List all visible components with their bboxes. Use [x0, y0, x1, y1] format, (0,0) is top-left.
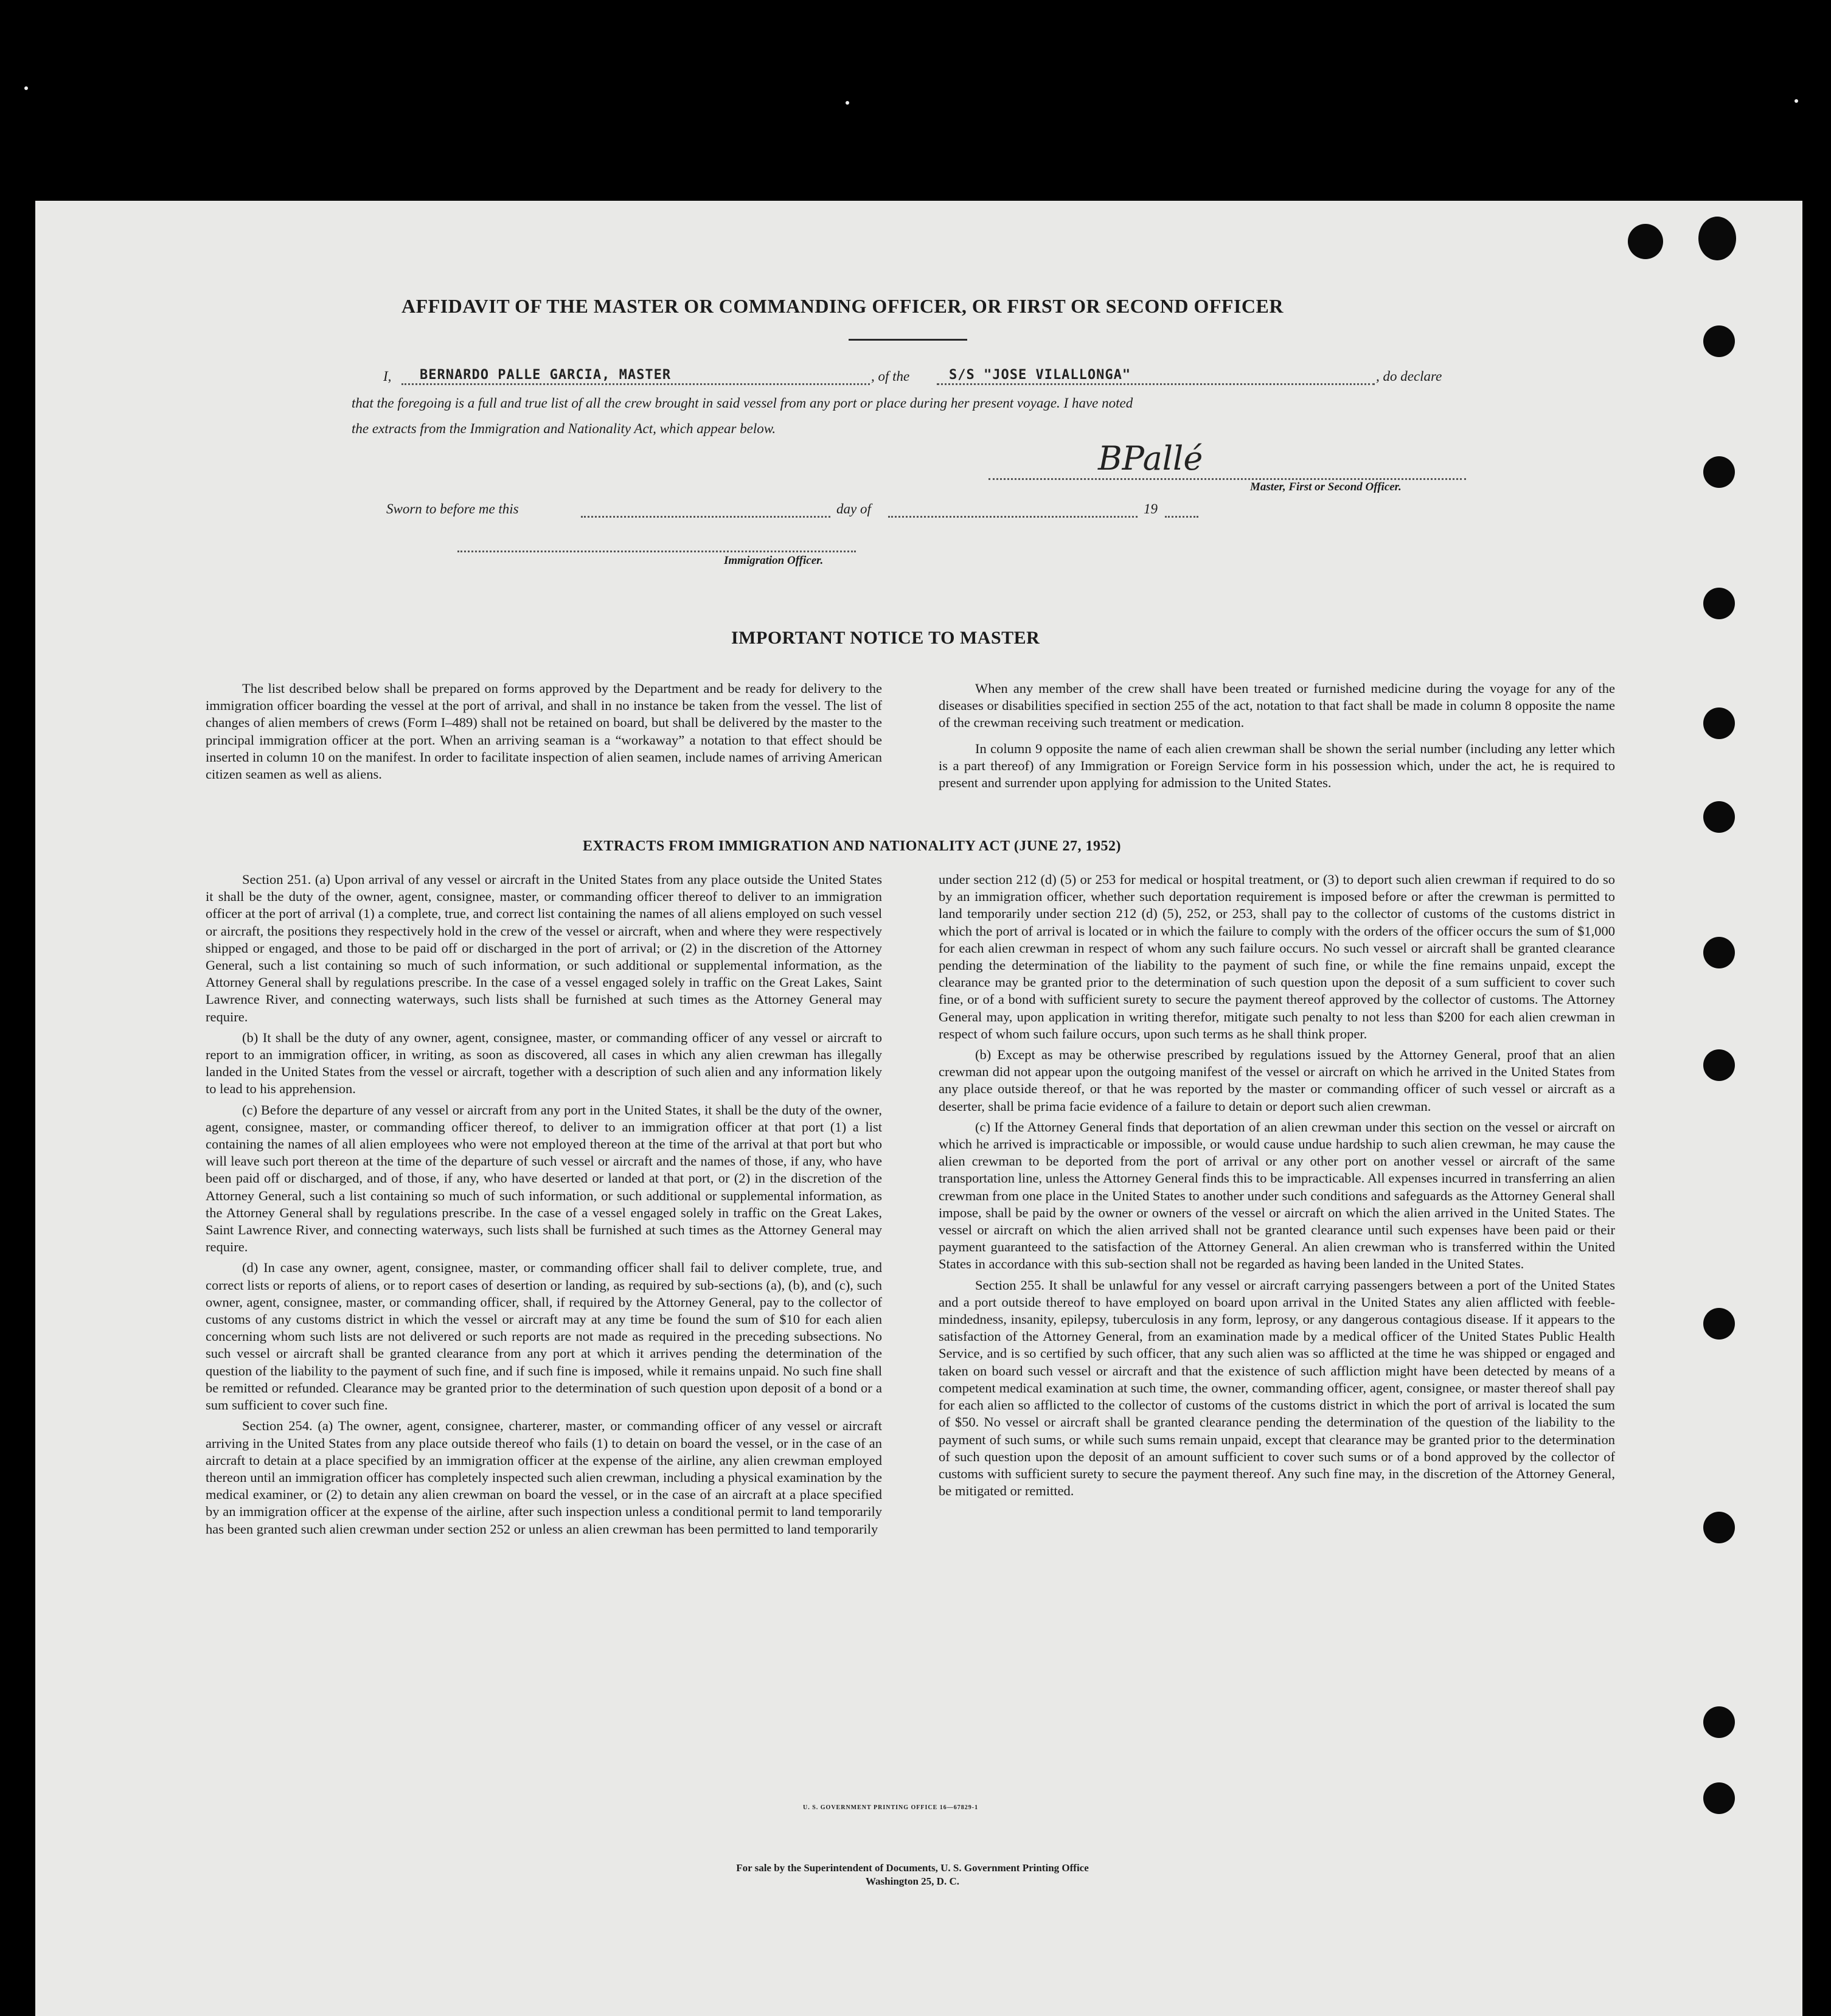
punch-hole	[1703, 1308, 1735, 1340]
sworn-label: Sworn to before me this	[386, 501, 519, 516]
master-signature: BPallé	[1098, 439, 1203, 478]
footer-line-1: For sale by the Superintendent of Documents, U. S. Government Printing Office	[736, 1862, 1089, 1874]
notice-heading: IMPORTANT NOTICE TO MASTER	[731, 628, 1040, 648]
section-255: Section 255. It shall be unlawful for any vessel or aircraft carrying passengers between a port of the United States and a port outside thereof to have employed on board upon arrival in the United States any alien afflicted with feeble-mindedness, insanity, epilepsy, tuberculosis in any form, leprosy, or any dangerous contagious disease. If it appears to the satisfaction of the Attorney General, from an examination made by a medical officer of the United States Public Health Service, and is so certified by such officer, that any such alien was so afflicted at the time he was shipped or engaged and taken on board such vessel or aircraft and that the existence of such affliction might have been detected by means of a competent medical examination at such time, the owner, commanding officer, agent, consignee, or master thereof shall pay for each alien so afflicted to the collector of customs of the customs district in which the port of arrival is located the sum of $50. No vessel or aircraft shall be granted clearance pending the determination of the question of the liability to the payment of such sums, or while such sums remain unpaid, except that clearance may be granted prior to the determination of such question upon the deposit of an amount sufficient to cover such sums or of a bond approved by the collector of customs with sufficient surety to secure the payment thereof. Any such fine may, in the discretion of the Attorney General, be mitigated or remitted.	[939, 1277, 1615, 1499]
signature-line	[988, 478, 1466, 480]
section-254-a: Section 254. (a) The owner, agent, consignee, charterer, master, or commanding officer of any vessel or aircraft arriving in the United States from any place outside thereof who fails (1) to detain on board the vessel, or in the case of an aircraft to detain at a place specified by an immigration officer at the expense of the airline, any alien crewman employed thereon until an immigration officer has completely inspected such alien crewman, including a physical examination by the medical examiner, or (2) to detain any alien crewman on board the vessel, or in the case of an aircraft at a place specified by an immigration officer at the expense of the airline, after such inspection unless a conditional permit to land temporarily has been granted such alien crewman under section 252 or unless an alien crewman has been permitted to land temporarily	[206, 1418, 882, 1537]
year-label: 19	[1144, 501, 1158, 516]
do-declare-label: , do declare	[1376, 369, 1442, 384]
extracts-right-column	[939, 871, 1615, 1500]
notice-left-paragraph: The list described below shall be prepared on forms approved by the Department and be ready for delivery to the immigration officer boarding the vessel at the port of arrival, and shall in no instance be taken from the vessel. The list of changes of alien members of crews (Form I–489) shall not be retained on board, but shall be delivered by the master to the principal immigration officer at the port. When an arriving seaman is a “workaway” a notation to that effect should be inserted in column 10 on the manifest. In order to facilitate inspection of alien seamen, include names of arriving American citizen seamen as well as aliens.	[206, 681, 882, 782]
section-254-b: (b) Except as may be otherwise prescribed by regulations issued by the Attorney General, proof that an alien crewman did not appear upon the outgoing manifest of the vessel or aircraft on which he arrived in the United States from any place outside thereof, or that he was reported by the master or commanding officer of such vessel or aircraft as a deserter, shall be prima facie evidence of a failure to detain or deport such alien crewman.	[939, 1047, 1615, 1114]
section-251-c: (c) Before the departure of any vessel or aircraft from any port in the United States, it shall be the duty of the owner, agent, consignee, master, or commanding officer thereof, to deliver to an immigration officer at that port (1) a list containing the names of all alien employees who were not employed thereon at the time of the arrival at that port but who will leave such port thereon at the time of the departure of such vessel or aircraft and the names of those, if any, who have been paid off or discharged, and of those, if any, who have deserted or landed at that port, or (2) in the discretion of the Attorney General, such a list containing so much of such information, or such additional or supplemental information, as the Attorney General shall by regulations prescribe. In the case of a vessel engaged solely in traffic on the Great Lakes, Saint Lawrence River, and connecting waterways, such lists shall be furnished at such times as the Attorney General may require.	[206, 1102, 882, 1255]
section-254-c: (c) If the Attorney General finds that deportation of an alien crewman under this section on the vessel or aircraft on which he arrived is impracticable or impossible, or would cause undue hardship to such alien crewman, he may cause the alien crewman to be deported from the port of arrival or any other port on another vessel or aircraft of the same transportation line, unless the Attorney General finds this to be impracticable. All expenses incurred in transferring an alien crewman from one place in the United States to another under such conditions and safeguards as the Attorney General shall impose, shall be paid by the owner or owners of the vessel or aircraft on which the alien arrived in the United States. The vessel or aircraft on which the alien arrived shall not be granted clearance until such expenses have been paid or their payment guaranteed to the satisfaction of the Attorney General. An alien crewman who is transferred within the United States in accordance with this sub-section shall not be regarded as having been landed in the United States.	[939, 1119, 1615, 1272]
sworn-year-field[interactable]	[1165, 516, 1198, 518]
notice-left-column	[206, 680, 882, 783]
immigration-officer-line[interactable]	[457, 551, 856, 552]
declarant-name-field-line	[401, 383, 870, 385]
notice-right-column	[939, 680, 1615, 791]
sale-footer	[608, 1861, 1217, 1888]
punch-hole	[1703, 937, 1735, 968]
punch-hole	[1703, 456, 1735, 488]
punch-hole	[1698, 217, 1736, 260]
i-label: I,	[383, 369, 392, 384]
notice-right-paragraph: In column 9 opposite the name of each alien crewman shall be shown the serial number (including any letter which is a part thereof) of any Immigration or Foreign Service form in his possession which, under the act, he is required to present and surrender upon applying for admission to the United States.	[939, 740, 1615, 791]
section-251-a: Section 251. (a) Upon arrival of any vessel or aircraft in the United States from any place outside the United States it shall be the duty of the owner, agent, consignee, master, or commanding officer thereof to deliver to an immigration officer at the port of arrival (1) a complete, true, and correct list containing the names of all aliens employed on such vessel or aircraft, the positions they respectively hold in the crew of the vessel or aircraft, when and where they were respectively shipped or engaged, and those to be paid off or discharged in the port of arrival; or (2) in the discretion of the Attorney General, such a list containing so much of such information, or such additional or supplemental information, as the Attorney General shall by regulations prescribe. In the case of a vessel engaged solely in traffic on the Great Lakes, Saint Lawrence River, and connecting waterways, such lists shall be furnished at such times as the Attorney General may require.	[206, 872, 882, 1024]
punch-hole	[1703, 1049, 1735, 1081]
printing-office-imprint: U. S. GOVERNMENT PRINTING OFFICE 16—67829-1	[803, 1804, 979, 1811]
notice-right-paragraph: When any member of the crew shall have been treated or furnished medicine during the voyage for any of the diseases or disabilities specified in section 255 of the act, notation to that fact shall be made in column 8 opposite the name of the crewman receiving such treatment or medication.	[939, 681, 1615, 731]
day-of-label: day of	[836, 501, 871, 516]
punch-hole	[1703, 588, 1735, 619]
declaration-line-3: the extracts from the Immigration and Nationality Act, which appear below.	[352, 421, 776, 436]
scan-speck	[24, 86, 28, 90]
punch-hole	[1703, 1512, 1735, 1543]
punch-hole	[1703, 707, 1735, 739]
extracts-heading: EXTRACTS FROM IMMIGRATION AND NATIONALITY ACT (JUNE 27, 1952)	[583, 838, 1121, 854]
section-254-a-continued: under section 212 (d) (5) or 253 for medical or hospital treatment, or (3) to deport such alien crewman if required to do so by an immigration officer, whether such deportation requirement is imposed before or after the crewman is permitted to land temporarily under section 212 (d) (5), 252, or 253, shall pay to the collector of customs of the customs district in which the port of arrival is located or in which the failure to comply with the orders of the officer occurs the sum of $1,000 for each alien crewman in respect of whom any such failure occurs. No such vessel or aircraft shall be granted clearance pending the determination of the liability to the payment of such fine, or while the fine remains unpaid, except the clearance may be granted prior to the determination of such question upon the deposit of a sum sufficient to cover such fine, or of a bond with sufficient surety to secure the payment thereof approved by the collector of customs. The Attorney General may, upon application in writing therefor, mitigate such penalty to not less than $200 for each alien crewman in respect of whom such failure occurs, upon such terms as he shall think proper.	[939, 872, 1615, 1041]
extracts-left-column	[206, 871, 882, 1538]
punch-hole	[1703, 1706, 1735, 1738]
immigration-officer-caption: Immigration Officer.	[724, 554, 824, 567]
scan-speck	[1795, 99, 1798, 103]
of-the-label: , of the	[871, 369, 910, 384]
sworn-day-field[interactable]	[581, 516, 830, 518]
punch-hole	[1703, 1782, 1735, 1814]
declaration-line-2: that the foregoing is a full and true list of all the crew brought in said vessel from any port or place during her present voyage. I have noted	[352, 395, 1133, 411]
footer-line-2: Washington 25, D. C.	[866, 1875, 959, 1887]
section-251-b: (b) It shall be the duty of any owner, agent, consignee, master, or commanding officer of any vessel or aircraft to report to an immigration officer, in writing, as soon as discovered, all cases in which any alien crewman has illegally landed in the United States from the vessel or aircraft, together with a description of such alien and any information likely to lead to his apprehension.	[206, 1029, 882, 1097]
scan-speck	[846, 101, 849, 105]
vessel-name-field[interactable]: S/S "JOSE VILALLONGA"	[949, 367, 1131, 383]
sworn-month-field[interactable]	[888, 516, 1138, 518]
master-caption: Master, First or Second Officer.	[1250, 481, 1402, 493]
title-underline	[849, 339, 967, 341]
affidavit-title: AFFIDAVIT OF THE MASTER OR COMMANDING OFFICER, OR FIRST OR SECOND OFFICER	[401, 295, 1284, 317]
declarant-name-field[interactable]: BERNARDO PALLE GARCIA, MASTER	[420, 367, 672, 383]
punch-hole	[1703, 801, 1735, 833]
section-251-d: (d) In case any owner, agent, consignee, master, or commanding officer shall fail to deliver complete, true, and correct lists or reports of aliens, or to report cases of desertion or landing, as required by sub-sections (a), (b), and (c), such owner, agent, consignee, master, or commanding officer, shall, if required by the Attorney General, pay to the collector of customs of any customs district in which the vessel or aircraft may at any time be found the sum of $10 for each alien concerning whom such lists are not delivered or such reports are not made as required in the preceding subsections. No such vessel or aircraft shall be granted clearance from any port at which it arrives pending the determination of the question of the liability to the payment of such fine, and if such fine is imposed, while it remains unpaid. No such fine shall be remitted or refunded. Clearance may be granted prior to the determination of such question upon deposit of a bond or a sum sufficient to cover such fine.	[206, 1260, 882, 1413]
punch-hole	[1703, 325, 1735, 357]
vessel-name-field-line	[937, 383, 1375, 385]
punch-hole	[1628, 224, 1663, 259]
